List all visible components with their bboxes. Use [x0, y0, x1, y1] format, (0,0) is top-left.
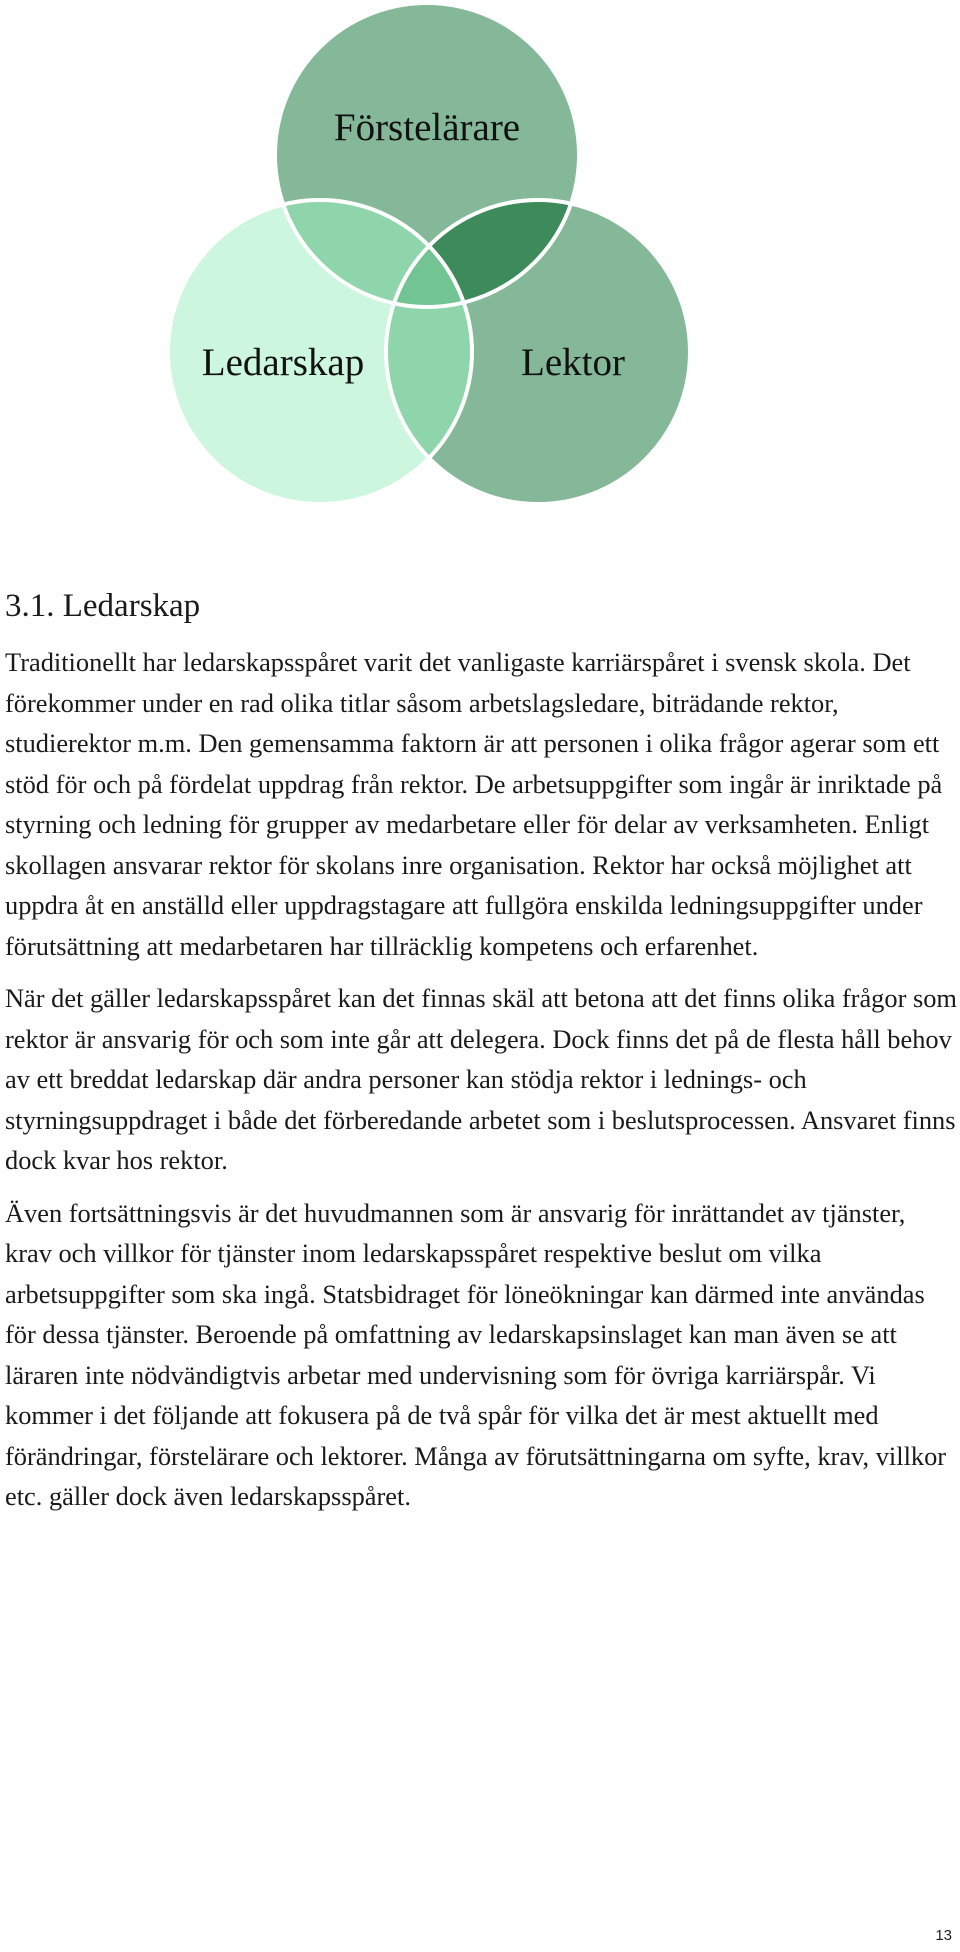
paragraph-2: När det gäller ledarskapsspåret kan det finnas skäl att betona att det finns olika frågor som rektor är ansvarig för och som inte går att delegera. Dock finns det på de flesta håll behov av ett breddat ledarskap där andra personer kan stödja rektor i lednings- och styrningsuppdraget i både det förberedande arbetet som i beslutsprocessen. Ansvaret finns dock kvar hos rektor.	[5, 983, 957, 1175]
label-lektor: Lektor	[521, 341, 625, 384]
paragraph-3: Även fortsättningsvis är det huvudmannen som är ansvarig för inrättandet av tjänster, krav och villkor för tjänster inom ledarskapsspåret respektive beslut om vilka arbetsuppgifter som ska ingå. Statsbidraget för löneökningar kan därmed inte användas för dessa tjänster. Beroende på omfattning av ledarskapsinslaget kan man även se att läraren inte nödvändigtvis arbetar med undervisning som för övriga karriärspår. Vi kommer i det följande att fokusera på de två spår för vilka det är mest aktuellt med förändringar, förstelärare och lektorer. Många av förutsättningarna om syfte, krav, villkor etc. gäller dock även ledarskapsspåret.	[5, 1197, 947, 1511]
label-forstelarare: Förstelärare	[333, 106, 521, 149]
page-number: 13	[935, 1927, 952, 1944]
venn-diagram	[0, 0, 960, 520]
section-heading: 3.1. Ledarskap	[5, 588, 201, 624]
paragraph-1: Traditionellt har ledarskapsspåret varit det vanligaste karriärspåret i svensk skola. Det förekommer under en rad olika titlar såsom arbetslagsledare, biträdande rektor, studierektor m.m. Den gemensamma faktorn är att personen i olika frågor agerar som ett stöd för och på fördelat uppdrag från rektor. De arbetsuppgifter som ingår är inriktade på styrning och ledning för grupper av medarbetare eller för delar av verksamheten. Enligt skollagen ansvarar rektor för skolans inre organisation. Rektor har också möjlighet att uppdra åt en anställd eller uppdragstagare att fullgöra enskilda ledningsuppgifter under förutsättning att medarbetaren har tillräcklig kompetens och erfarenhet.	[5, 647, 943, 961]
label-ledarskap: Ledarskap	[201, 341, 365, 384]
section-content	[5, 584, 957, 1529]
